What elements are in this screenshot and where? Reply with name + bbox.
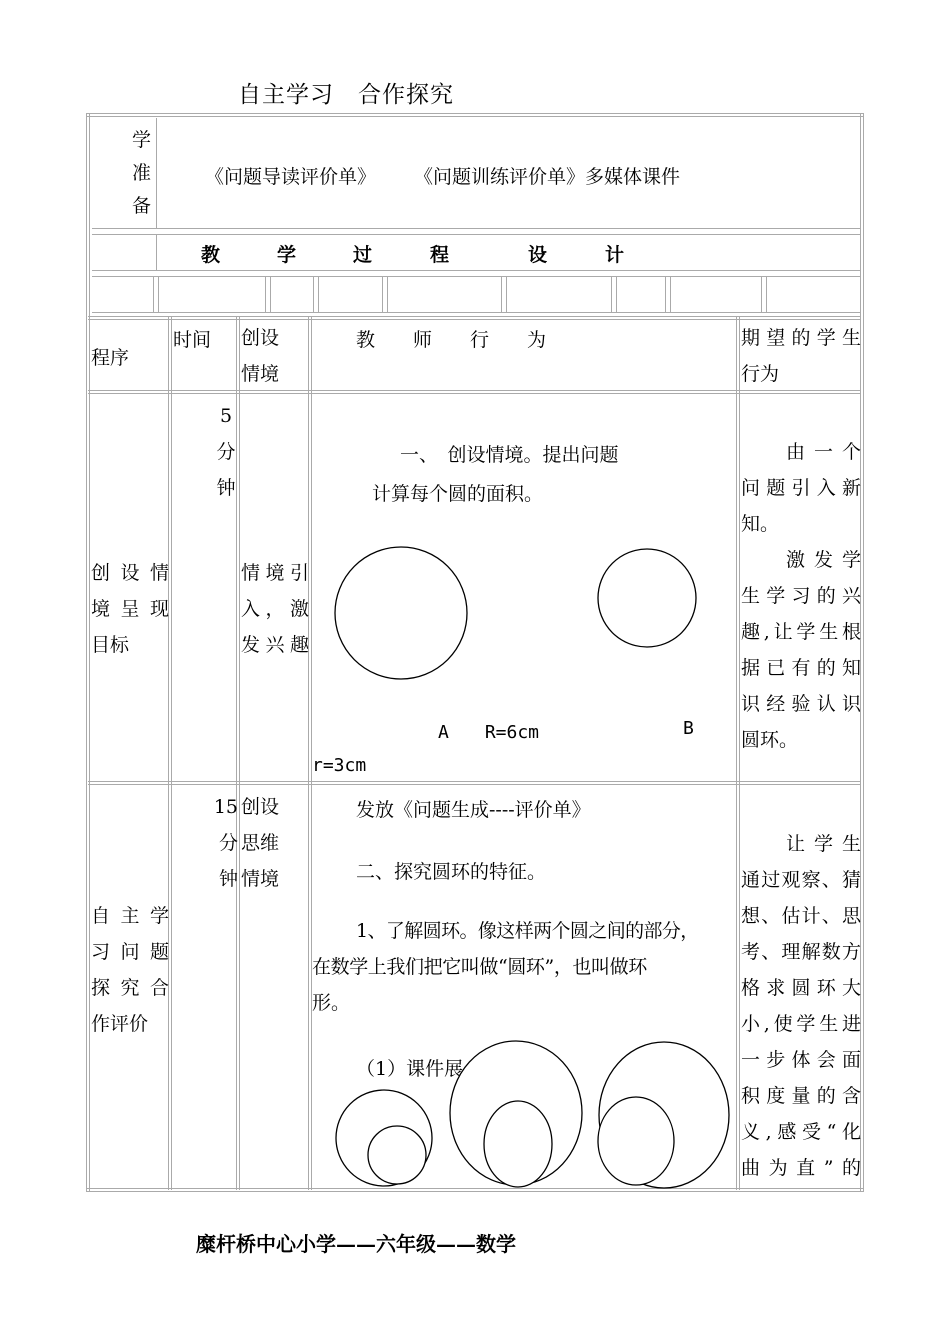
row2-annulus-figure	[312, 1030, 736, 1190]
row1-teacher-sub: 计算每个圆的面积。	[372, 483, 544, 505]
row2-student: 让学生 通过观察、猜 想、估计、思 考、理解数方 格求圆环大 小,使学生进 一步体会面 积度量的含 义,感受“化 曲为直”的	[741, 833, 861, 1179]
document-footer: 糜杆桥中心小学——六年级——数学	[196, 1232, 516, 1256]
row2-teacher-p2: 二、探究圆环的特征。	[356, 861, 547, 883]
process-heading-char: 过	[353, 244, 373, 266]
process-heading-char: 设	[528, 244, 548, 266]
column-header-teacher: 教 师 行 为	[356, 329, 547, 351]
row1-program: 创 设 情 境 呈 现 目标	[91, 562, 169, 656]
annulus-1-inner	[368, 1126, 426, 1184]
prep-content: 《问题导读评价单》 《问题训练评价单》多媒体课件	[205, 166, 681, 188]
annulus-3-inner	[598, 1097, 674, 1185]
prep-label-char: 备	[132, 195, 152, 217]
prep-label-char: 准	[132, 162, 152, 184]
row1-circle-a-label: A R=6cm	[438, 722, 540, 743]
column-header-student: 期望的学生 行为	[741, 327, 861, 385]
row1-circles-figure	[312, 530, 736, 690]
row1-student: 由一个 问题引入新 知。 激发学 生学习的兴 趣,让学生根 据已有的知 识经验认识 圆环。	[741, 441, 861, 751]
process-heading-char: 教	[201, 244, 221, 266]
row2-time: 15 分 钟	[213, 796, 238, 890]
circle-a	[335, 547, 467, 679]
column-header-scene: 创设 情境	[241, 327, 280, 385]
annulus-2-inner	[484, 1101, 552, 1187]
process-heading-char: 计	[605, 244, 625, 266]
row1-circle-b-radius: r=3cm	[312, 755, 367, 776]
table-left-border	[86, 113, 90, 1192]
process-heading	[0, 240, 950, 270]
process-heading-char: 程	[430, 244, 450, 266]
prep-label-char: 学	[132, 129, 152, 151]
circle-b	[598, 549, 696, 647]
row2-teacher-p3: 1、了解圆环。像这样两个圆之间的部分， 在数学上我们把它叫做“圆环”，也叫做环 形。	[312, 920, 699, 1014]
column-header-program: 程序	[91, 347, 130, 369]
document-title: 自主学习 合作探究	[238, 82, 454, 108]
row2-scene: 创设 思维 情境	[241, 796, 280, 890]
table-top-border	[86, 113, 864, 117]
row1-circle-b-label: B	[683, 718, 694, 739]
row2-teacher-p4: （1）课件展	[356, 1058, 464, 1080]
row1-time: 5 分 钟	[216, 405, 236, 499]
process-heading-char: 学	[277, 244, 297, 266]
column-header-time: 时间	[173, 329, 212, 351]
prep-label	[132, 124, 156, 223]
row1-teacher-heading: 一、 创设情境。提出问题	[400, 444, 619, 466]
row2-teacher-p1: 发放《问题生成----评价单》	[356, 799, 591, 821]
row1-scene: 情境引 入，激 发兴趣	[241, 562, 309, 656]
row2-program: 自 主 学 习 问 题 探 究 合 作评价	[91, 905, 169, 1035]
